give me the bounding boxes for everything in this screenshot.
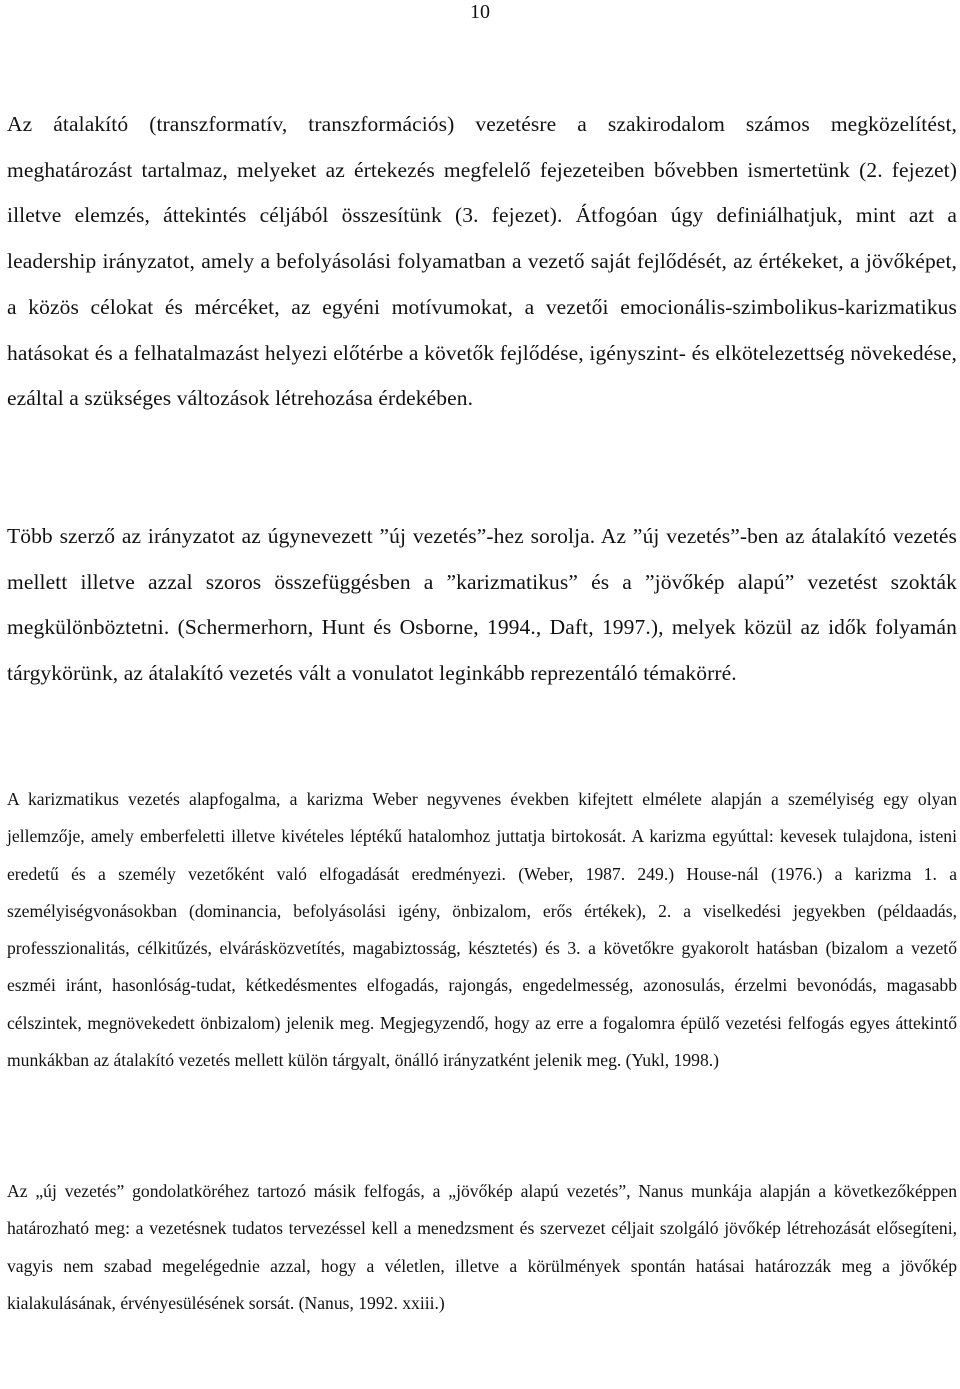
paragraph-charismatic-leadership: A karizmatikus vezetés alapfogalma, a karizma Weber negyvenes években kifejtett elmélete alapján a személyiség egy olyan jellemzője, amely emberfeletti illetve kivételes léptékű hatalomhoz juttatja birtokosát. A karizma egyúttal: kevesek tulajdona, isteni eredetű és a személy vezetőként való elfogadását eredményezi. (Weber, 1987. 249.) House-nál (1976.) a karizma 1. a személyiségvonásokban (dominancia, befolyásolási igény, önbizalom, erős értékek), 2. a viselkedési jegyekben (példaadás, professzionalitás, célkitűzés, elvárásközvetítés, magabiztosság, késztetés) és 3. a követőkre gyakorolt hatásban (bizalom a vezető eszméi iránt, hasonlóság-tudat, kétkedésmentes elfogadás, rajongás, engedelmesség, azonosulás, érzelmi bevonódás, magasabb célszintek, megnövekedett önbizalom) jelenik meg. Megjegyzendő, hogy az erre a fogalomra épülő vezetési felfogás egyes áttekintő munkákban az átalakító vezetés mellett külön tárgyalt, önálló irányzatként jelenik meg. (Yukl, 1998.) [7,789,957,1071]
paragraph-vision-based-leadership: Az „új vezetés” gondolatköréhez tartozó másik felfogás, a „jövőkép alapú vezetés”, Nanus munkája alapján a következőképpen határozható meg: a vezetésnek tudatos tervezéssel kell a menedzsment és szervezet céljait szolgáló jövőkép létrehozását elősegíteni, vagyis nem szabad megelégednie azzal, hogy a véletlen, illetve a körülmények spontán hatásai határozzák meg a jövőkép kialakulásának, érvényesülésének sorsát. (Nanus, 1992. xxiii.) [7,1181,957,1313]
paragraph-transformational-leadership: Az átalakító (transzformatív, transzformációs) vezetésre a szakirodalom számos megközelítést, meghatározást tartalmaz, melyeket az értekezés megfelelő fejezeteiben bővebben ismertetünk (2. fejezet) illetve elemzés, áttekintés céljából összesítünk (3. fejezet). Átfogóan úgy definiálhatjuk, mint azt a leadership irányzatot, amely a befolyásolási folyamatban a vezető saját fejlődését, az értékeket, a jövőképet, a közös célokat és mércéket, az egyéni motívumokat, a vezetői emocionális-szimbolikus-karizmatikus hatásokat és a felhatalmazást helyezi előtérbe a követők fejlődése, igényszint- és elkötelezettség növekedése, ezáltal a szükséges változások létrehozása érdekében. [7,112,957,411]
page-number: 10 [470,1,490,23]
paragraph-new-leadership: Több szerző az irányzatot az úgynevezett ”új vezetés”-hez sorolja. Az ”új vezetés”-ben az átalakító vezetés mellett illetve azzal szoros összefüggésben a ”karizmatikus” és a ”jövőkép alapú” vezetést szokták megkülönböztetni. (Schermerhorn, Hunt és Osborne, 1994., Daft, 1997.), melyek közül az idők folyamán tárgykörünk, az átalakító vezetés vált a vonulatot leginkább reprezentáló témakörré. [7,524,957,686]
